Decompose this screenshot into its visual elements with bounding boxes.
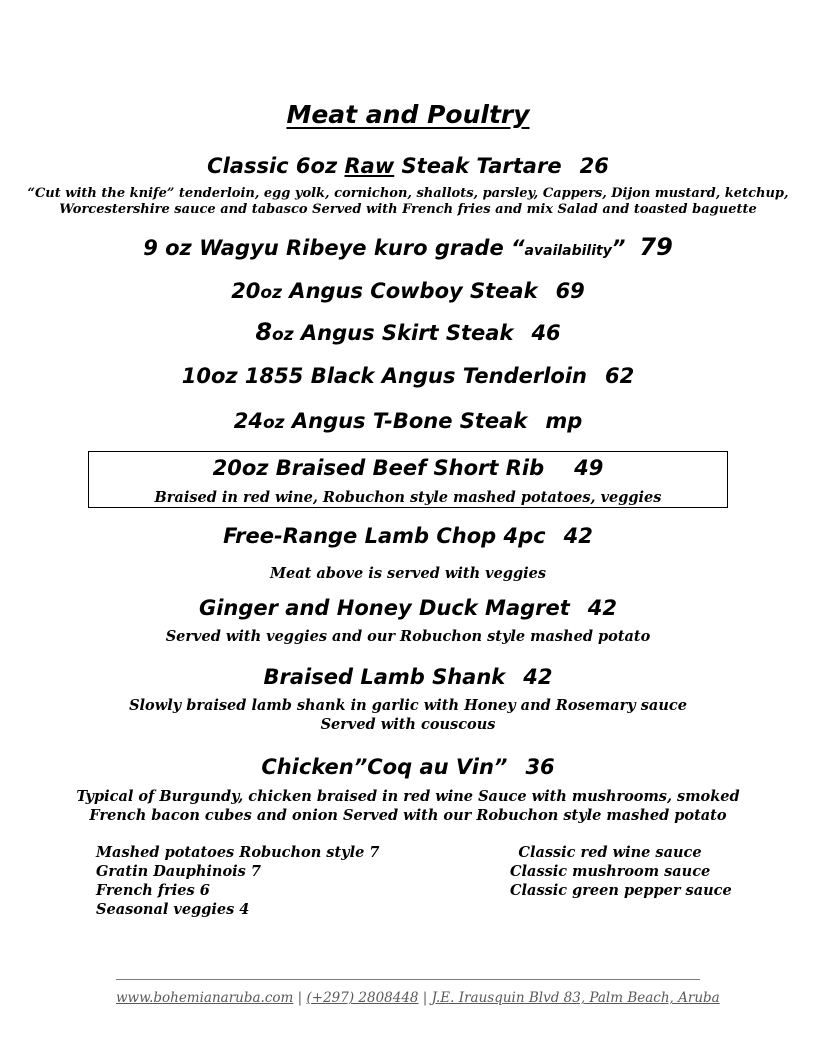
side-item: French fries 6 <box>96 882 210 899</box>
meat-note: Meat above is served with veggies <box>269 565 546 582</box>
menu-item-duck-magret: Ginger and Honey Duck Magret 42 <box>198 596 618 620</box>
sauce-item: Classic red wine sauce <box>518 844 702 861</box>
sauce-item: Classic green pepper sauce <box>510 882 732 899</box>
side-item: Gratin Dauphinois 7 <box>96 863 261 880</box>
item-description: Typical of Burgundy, chicken braised in red wine Sauce with mushrooms, smoked French bacon cubes and onion Served with our Robuchon style mashed potato <box>76 788 740 824</box>
sauces-list <box>510 843 732 900</box>
item-price: 46 <box>531 321 561 345</box>
item-description: Slowly braised lamb shank in garlic with Honey and Rosemary sauce Served with couscous <box>129 697 687 733</box>
item-price: 36 <box>525 755 555 779</box>
address-link[interactable]: J.E. Irausquin Blvd 83, Palm Beach, Aruba <box>431 990 720 1006</box>
item-price: 62 <box>605 364 635 388</box>
footer: www.bohemianaruba.com | (+297) 2808448 | J.E. Irausquin Blvd 83, Palm Beach, Aruba <box>116 990 720 1006</box>
side-item: Mashed potatoes Robuchon style 7 <box>96 844 380 861</box>
item-price: 42 <box>563 524 593 548</box>
menu-item-short-rib: 20oz Braised Beef Short Rib 49 <box>212 456 604 480</box>
sides-list <box>96 843 379 919</box>
phone-link[interactable]: (+297) 2808448 <box>306 990 419 1006</box>
menu-item-t-bone: 24oz Angus T-Bone Steak mp <box>233 409 583 433</box>
item-price: 69 <box>555 279 585 303</box>
item-price: 79 <box>639 233 673 261</box>
item-price: 49 <box>574 456 604 480</box>
menu-item-skirt-steak: 8oz Angus Skirt Steak 46 <box>255 318 561 346</box>
menu-item-lamb-shank: Braised Lamb Shank 42 <box>263 665 553 689</box>
menu-item-wagyu-ribeye: 9 oz Wagyu Ribeye kuro grade “availability” 79 <box>143 233 673 261</box>
side-item: Seasonal veggies 4 <box>96 901 250 918</box>
item-price: mp <box>545 409 583 433</box>
item-description: Braised in red wine, Robuchon style mashed potatoes, veggies <box>154 489 662 506</box>
menu-item-steak-tartare: Classic 6oz Raw Steak Tartare 26 <box>207 154 609 178</box>
website-link[interactable]: www.bohemianaruba.com <box>116 990 294 1006</box>
item-description: Served with veggies and our Robuchon style mashed potato <box>165 628 651 645</box>
item-price: 42 <box>523 665 553 689</box>
menu-item-tenderloin: 10oz 1855 Black Angus Tenderloin 62 <box>181 364 635 388</box>
menu-item-cowboy-steak: 20oz Angus Cowboy Steak 69 <box>231 279 585 303</box>
menu-item-lamb-chop: Free-Range Lamb Chop 4pc 42 <box>223 524 593 548</box>
sauce-item: Classic mushroom sauce <box>510 863 711 880</box>
page-title: Meat and Poultry <box>286 100 530 129</box>
footer-divider <box>116 979 700 980</box>
item-price: 42 <box>587 596 618 620</box>
menu-item-coq-au-vin: Chicken”Coq au Vin” 36 <box>261 755 555 779</box>
item-price: 26 <box>579 154 609 178</box>
item-description: “Cut with the knife” tenderloin, egg yolk, cornichon, shallots, parsley, Cappers, Dijon mustard, ketchup, Worcestershire sauce and tabasco Served with French fries and mix Salad and toasted baguette <box>27 186 789 217</box>
